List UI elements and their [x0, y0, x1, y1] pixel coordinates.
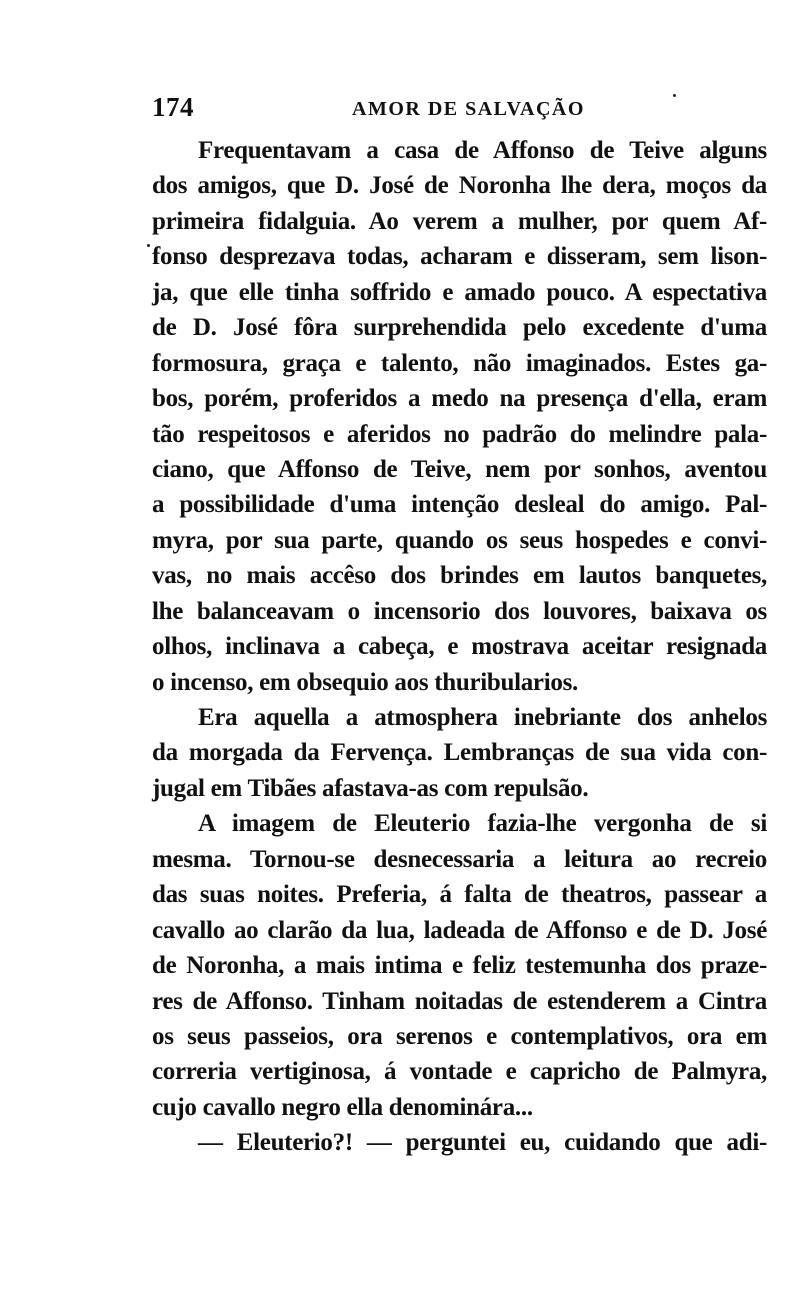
- text-line: de D. José fôra surprehendida pelo excedente d'uma: [152, 314, 767, 342]
- text-line: correria vertiginosa, á vontade e capricho de Palmyra,: [152, 1058, 767, 1086]
- ink-speck: [147, 244, 150, 247]
- text-line: das suas noites. Preferia, á falta de theatros, passear a: [152, 881, 767, 909]
- text-line: os seus passeios, ora serenos e contemplativos, ora em: [152, 1022, 767, 1050]
- text-line: dos amigos, que D. José de Noronha lhe dera, moços da: [152, 172, 767, 200]
- text-line: da morgada da Fervença. Lembranças de sua vida con-: [152, 739, 767, 767]
- running-head: AMOR DE SALVAÇÃO: [352, 98, 585, 120]
- text-line: res de Affonso. Tinham noitadas de estenderem a Cintra: [152, 987, 767, 1015]
- ink-speck: [673, 94, 676, 97]
- text-line: lhe balanceavam o incensorio dos louvores, baixava os: [152, 597, 767, 625]
- text-line: a possibilidade d'uma intenção desleal do amigo. Pal-: [152, 491, 767, 519]
- text-line: fonso desprezava todas, acharam e disseram, sem lison-: [152, 243, 767, 271]
- text-line: Era aquella a atmosphera inebriante dos anhelos: [198, 704, 767, 731]
- text-line: cujo cavallo negro ella denominára...: [152, 1093, 533, 1121]
- text-line: Frequentavam a casa de Affonso de Teive alguns: [198, 137, 767, 164]
- text-line: mesma. Tornou-se desnecessaria a leitura ao recreio: [152, 845, 767, 873]
- text-line: jugal em Tibães afastava-as com repulsão.: [152, 774, 589, 802]
- text-line: cavallo ao clarão da lua, ladeada de Affonso e de D. José: [152, 916, 767, 944]
- text-line: ja, que elle tinha soffrido e amado pouco. A espectativa: [152, 278, 767, 306]
- text-line: tão respeitosos e aferidos no padrão do melindre pala-: [152, 420, 767, 448]
- text-line: A imagem de Eleuterio fazia-lhe vergonha de si: [198, 810, 767, 838]
- text-line: bos, porém, proferidos a medo na presença d'ella, eram: [152, 385, 767, 413]
- text-line: de Noronha, a mais intima e feliz testemunha dos praze-: [152, 952, 767, 980]
- text-line: o incenso, em obsequio aos thuribularios.: [152, 668, 578, 696]
- text-line: olhos, inclinava a cabeça, e mostrava aceitar resignada: [152, 633, 767, 661]
- body-text: [152, 133, 767, 1161]
- text-line: vas, no mais accêso dos brindes em lautos banquetes,: [152, 562, 767, 590]
- text-line: myra, por sua parte, quando os seus hospedes e convi-: [152, 526, 767, 554]
- text-line: primeira fidalguia. Ao verem a mulher, por quem Af-: [152, 207, 767, 235]
- text-line: ciano, que Affonso de Teive, nem por sonhos, aventou: [152, 455, 767, 483]
- text-line: formosura, graça e talento, não imaginados. Estes ga-: [152, 349, 767, 377]
- text-line: — Eleuterio?! — perguntei eu, cuidando que adi-: [198, 1129, 767, 1157]
- page-number: 174: [152, 92, 194, 122]
